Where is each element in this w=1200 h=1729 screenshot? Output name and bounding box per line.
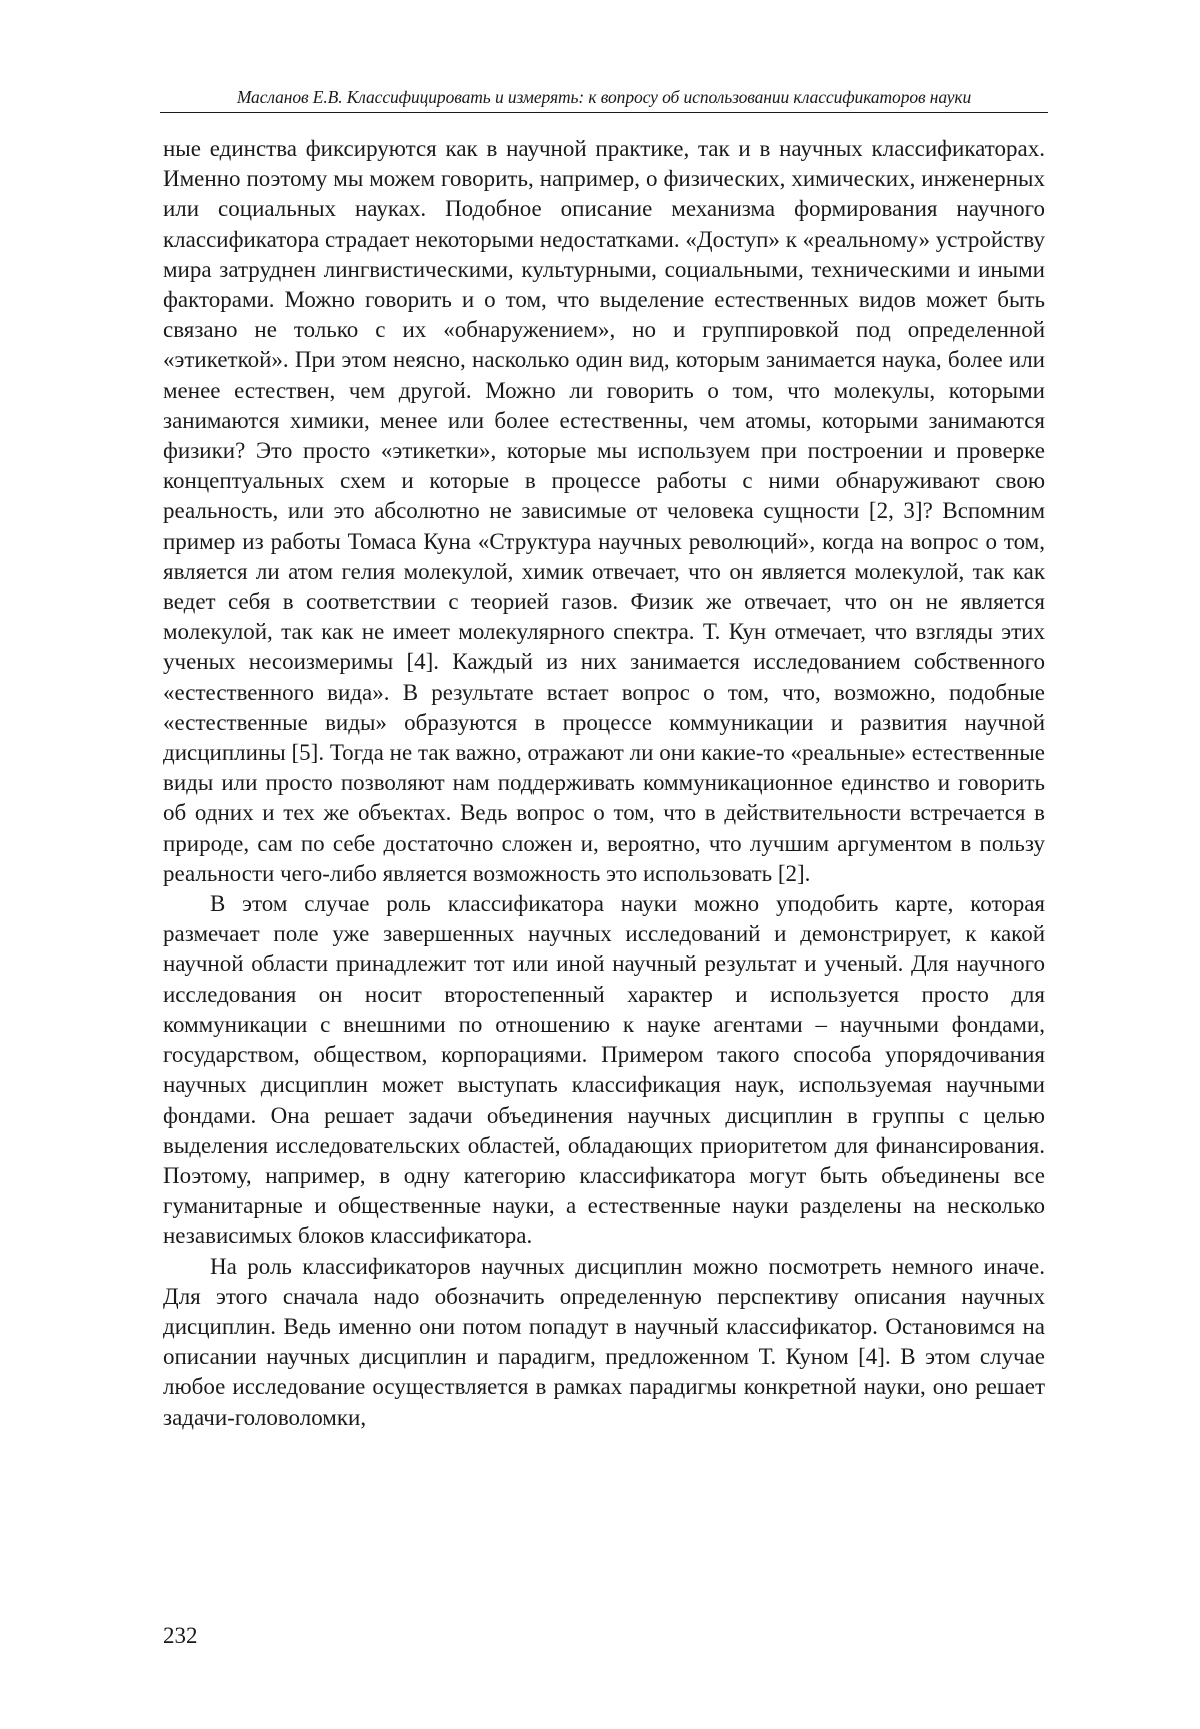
page-number: 232	[163, 1623, 198, 1648]
running-header: Масланов Е.В. Классифицировать и измерять: к вопросу об использовании классификаторов науки	[236, 87, 972, 107]
article-body	[163, 134, 1045, 1433]
paragraph-classifier-map: В этом случае роль классификатора науки можно уподобить карте, которая размечает поле уже завершенных научных исследований и демонстрирует, к какой научной области принадлежит тот или иной научный результат и ученый. Для научного исследования он носит второстепенный характер и используется просто для коммуникации с внешними по отношению к науке агентами – научными фондами, государством, обществом, корпорациями. Примером такого способа упорядочивания научных дисциплин может выступать классификация наук, используемая научными фондами. Она решает задачи объединения научных дисциплин в группы с целью выделения исследовательских областей, обладающих приоритетом для финансирования. Поэтому, например, в одну категорию классификатора могут быть объединены все гуманитарные и общественные науки, а естественные науки разделены на несколько независимых блоков классификатора.	[163, 891, 1045, 1249]
header-divider	[160, 112, 1048, 113]
paragraph-continued: ные единства фиксируются как в научной практике, так и в научных классификаторах. Именно поэтому мы можем говорить, например, о физических, химических, инженерных или социальных науках. Подобное описание механизма формирования научного классификатора страдает некоторыми недостатками. «Доступ» к «реальному» устройству мира затруднен лингвистическими, культурными, социальными, техническими и иными факторами. Можно говорить и о том, что выделение естественных видов может быть связано не только с их «обнаружением», но и группировкой под определенной «этикеткой». При этом неясно, насколько один вид, которым занимается наука, более или менее естествен, чем другой. Можно ли говорить о том, что молекулы, которыми занимаются химики, менее или более естественны, чем атомы, которыми занимаются физики? Это просто «этикетки», которые мы используем при построении и проверке концептуальных схем и которые в процессе работы с ними обнаруживают свою реальность, или это абсолютно не зависимые от человека сущности [2, 3]? Вспомним пример из работы Томаса Куна «Структура научных революций», когда на вопрос о том, является ли атом гелия молекулой, химик отвечает, что он является молекулой, так как ведет себя в соответствии с теорией газов. Физик же отвечает, что он не является молекулой, так как не имеет молекулярного спектра. Т. Кун отмечает, что взгляды этих ученых несоизмеримы [4]. Каждый из них занимается исследованием собственного «естественного вида». В результате встает вопрос о том, что, возможно, подобные «естественные виды» образуются в процессе коммуникации и развития научной дисциплины [5]. Тогда не так важно, отражают ли они какие-то «реальные» естественные виды или просто позволяют нам поддерживать коммуникационное единство и говорить об одних и тех же объектах. Ведь вопрос о том, что в действительности встречается в природе, сам по себе достаточно сложен и, вероятно, что лучшим аргументом в пользу реальности чего-либо является возможность это использовать [2].	[163, 136, 1045, 886]
paragraph-disciplines-paradigms: На роль классификаторов научных дисциплин можно посмотреть немного иначе. Для этого сначала надо обозначить определенную перспективу описания научных дисциплин. Ведь именно они потом попадут в научный классификатор. Остановимся на описании научных дисциплин и парадигм, предложенном Т. Куном [4]. В этом случае любое исследование осуществляется в рамках парадигмы конкретной науки, оно решает задачи-головоломки,	[163, 1253, 1045, 1430]
